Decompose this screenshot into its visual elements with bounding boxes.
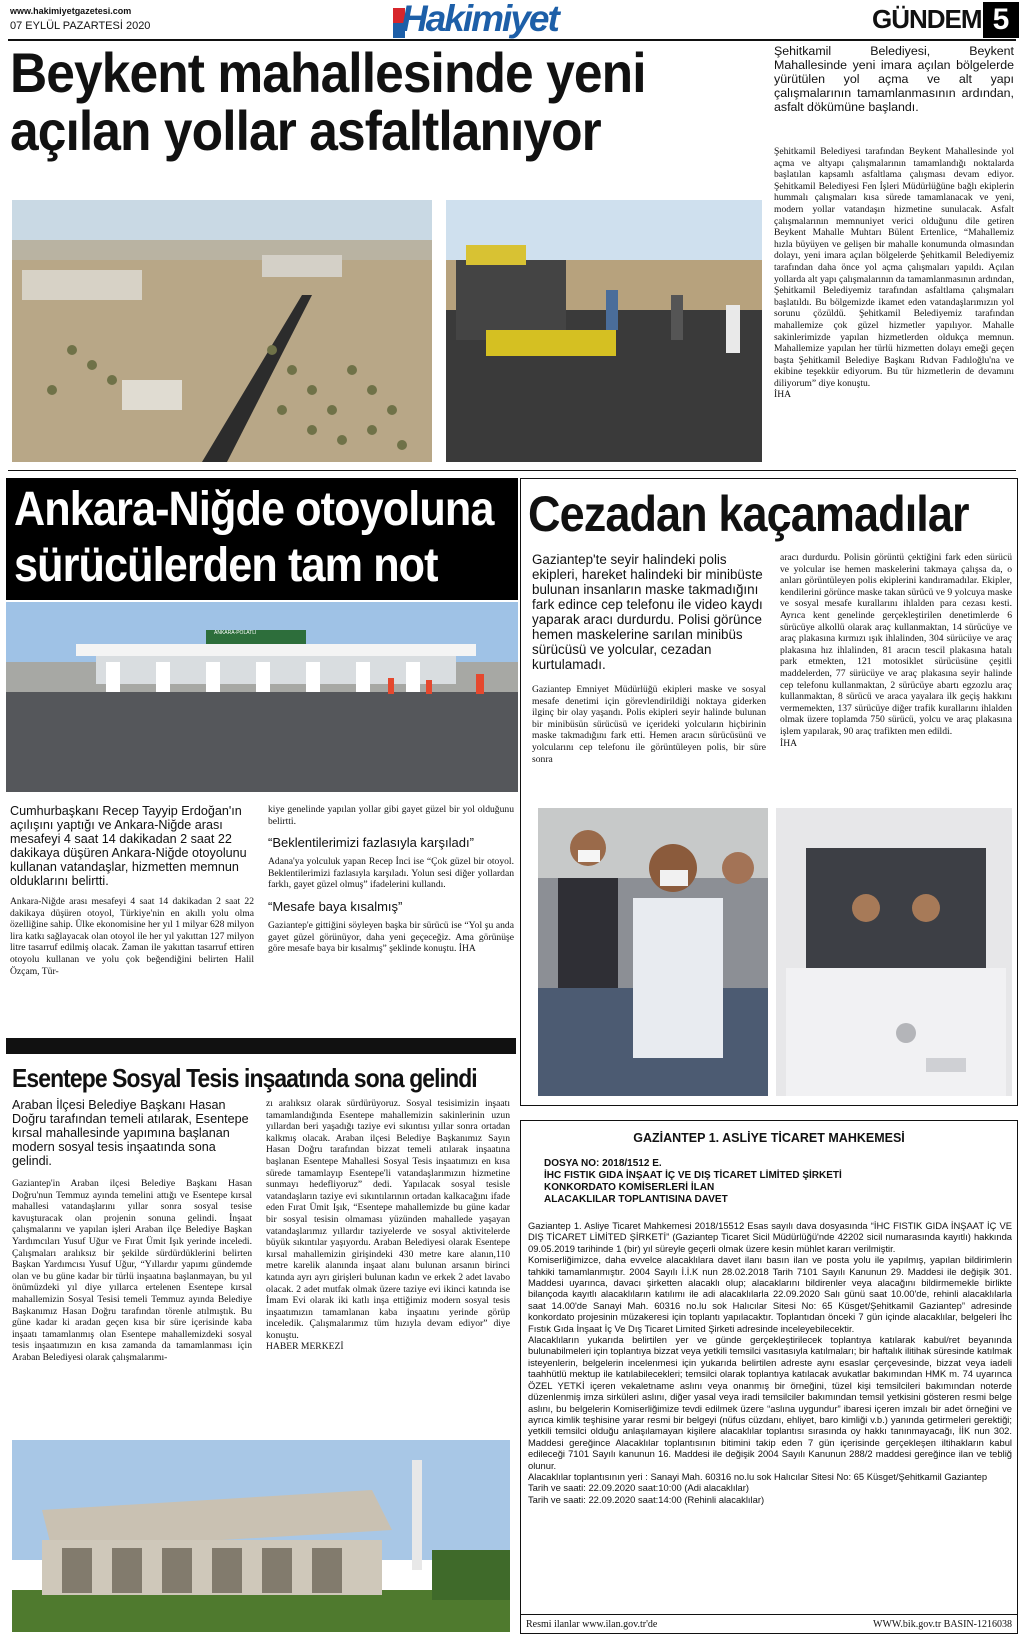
construction-site-photo bbox=[12, 1440, 510, 1632]
article3-lead: Gaziantep'te seyir halindeki polis ekipleri, hareket halindeki bir minibüste bulunan insanların maske takmadığını fark edince cep telefonu ile video kaydı yaparak aracı durdurdu. Polisi görünce hemen maskelerine sarılan minibüs sürücüsü ve yolcular, cezadan kurtulamadı. bbox=[532, 552, 763, 672]
notice-file-no: DOSYA NO: 2018/1512 E. bbox=[544, 1158, 662, 1169]
section-label: GÜNDEM bbox=[872, 4, 982, 34]
police-minibus-photo bbox=[776, 808, 1012, 1096]
article4-col1 bbox=[12, 1098, 252, 1438]
toll-sign-text: ANKARA-POLATLI bbox=[214, 630, 257, 636]
minibus-passengers-photo bbox=[538, 808, 768, 1096]
article3-body1: Gaziantep Emniyet Müdürlüğü ekipleri maske ve sosyal mesafe denetimi için görevlendirildiği noktaya giderken ilginç bir olay yaşandı. Polis ekipleri seyir halinde bulunan bir minibüsün sürücüsü ve içerideki yolcuların hiçbirinin maske takmadığını fark etti. Hemen aracın sürücüsünü ve yolcularını cep telefonu ile görüntüleyen polis, bir süre sonra bbox=[532, 684, 766, 765]
notice-header-block bbox=[544, 1158, 1004, 1206]
article2-body1: Ankara-Niğde arası mesafeyi 4 saat 14 dakikadan 2 saat 22 dakikaya düşüren otoyol, Türkiye'nin en akıllı yolu olma özelliğine sahip. Ülke ekonomisine her yıl 1 milyar 628 milyon lira katkı sağlayacak olan otoyol ile her yıl yakıttan 127 milyon litre tasarruf edilmiş olacak. Zaman ile yakıttan tasarruf ettiren otoyolu kullanan ve yolu çok beğendiğini belirten Halil Özçam, Tür- bbox=[10, 896, 254, 977]
article4-lead: Araban İlçesi Belediye Başkanı Hasan Doğru tarafından temeli atılarak, Esentepe kırsal mahallesinde yapımına başlanan modern sosyal tesis inşaatında sona gelindi. bbox=[12, 1098, 249, 1168]
article2-subhead1: “Beklentilerimizi fazlasıyla karşıladı” bbox=[268, 835, 474, 851]
article2-body2: kiye genelinde yapılan yollar gibi gayet güzel bir yol olduğunu belirtti. bbox=[268, 804, 514, 827]
article3-col1 bbox=[532, 552, 766, 798]
article3-headline: Cezadan kaçamadılar bbox=[528, 486, 969, 542]
masthead-logo[interactable] bbox=[393, 2, 583, 42]
notice-para1: Gaziantep 1. Asliye Ticaret Mahkemesi 2018/15512 Esas sayılı dava dosyasında “İHC FISTIK GIDA İNŞAAT İÇ VE DIŞ TİCARET LİMİTED ŞİRKETİ” (Gaziantep Ticaret Sicil Müdürlüğü'nde 42202 sicil numarasında kayıtlı) hakkında 09.05.2019 tarihinde 1 (bir) yıl süreyle geçerli olmak üzere kesin mühlet kararı verilmiştir. bbox=[528, 1220, 1012, 1254]
article4-col2 bbox=[266, 1098, 510, 1434]
notice-para3: Alacaklıların yukarıda belirtilen yer ve günde gerçekleştirilecek toplantıya katılarak kabul/ret beyanında bulunabilmeleri için toplantıya bizzat veya yetkili temsilci vasıtasıyla katılmaları; bir haftalık ilitihak süresinde katılmak isteyenlerin, belgelerin incelenmesi için yukarıda belirtilen adreste aynı esaslar çerçevesinde, bizzat veya iadeli taahhütlü mektup ile katılabilecekleri; temsilci olarak toplantıya katılacak avukatlar bakımından HMK m. 74 uyarınca ÖZEL YETKİ içeren vekaletname aslını veya onanmış bir örneğini, tüzel kişi temsilcileri bakımından noterde düzenlenmiş imza sirküleri aslını, diğer yasal veya iradi temsilciler bakımından temsil yetkisini gösteren resmi belge aslını, bu belgelerin Komiserliğimize tevdi edilmek üzere “aslına uygundur” ibaresi içeren imzalı bir adet örneğini ve ayrıca kimlik teşhisine yarar resmi bir belgeyi (nüfus cüzdanı, ehliyet, baro kimliği v.b.) yanında getirmeleri gerektiği; yetkili temsilci olduğu anlaşılamayan kişilere alacaklılar toplantısı sırasında oy hakkı tanınmayacağı, İİK nun 302. Maddesi gereğince Alacaklılar toplantısının bitimini takip eden 7 gün içerisinde gerçekleşen iltihakların kabul edileceği 7101 Sayılı kanunun 16. Maddesi ile değişik 2004 Sayılı Kanunun 288/2 maddesi gereğince ilan ve tebliğ olunur. bbox=[528, 1334, 1012, 1471]
toll-plaza-photo bbox=[6, 602, 518, 792]
article1-credit: İHA bbox=[774, 389, 792, 401]
article2-subhead2: “Mesafe baya kısalmış” bbox=[268, 898, 403, 914]
article2-col2 bbox=[268, 804, 514, 1026]
article2-col1 bbox=[10, 804, 254, 1026]
page-number: 5 bbox=[983, 2, 1019, 38]
issue-date: 07 EYLÜL PAZARTESİ 2020 bbox=[10, 20, 151, 32]
notice-company: İHC FISTIK GIDA İNŞAAT İÇ VE DIŞ TİCARET LİMİTED ŞİRKETİ bbox=[544, 1170, 842, 1181]
article1-headline bbox=[10, 41, 709, 162]
article4-top-rule bbox=[6, 1038, 516, 1054]
notice-footer-left[interactable]: Resmi ilanlar www.ilan.gov.tr'de bbox=[526, 1619, 658, 1630]
notice-para5: Tarih ve saati: 22.09.2020 saat:10:00 (Adi alacaklılar) bbox=[528, 1482, 749, 1494]
article2-body4: Gaziantep'e gittiğini söyleyen başka bir sürücü ise “Yol şu anda gayet güzel görünüyor, daha yeni geçeceğiz. Ama görünüşe göre mesafe baya bir kısalmış” şeklinde konuştu. İHA bbox=[268, 919, 514, 955]
article1-headline-line2: açılan yollar asfaltlanıyor bbox=[10, 99, 601, 162]
article1-lead: Şehitkamil Belediyesi, Beykent Mahallesinde yeni imara açılan bölgelerde yürütülen yol açma ve alt yapı çalışmalarının tamamlanmasının ardından, asfalt dökümüne başlandı. bbox=[774, 44, 1014, 114]
article2-body3: Adana'ya yolculuk yapan Recep İnci ise “Çok güzel bir otoyol. Beklentilerimizi fazlasıyla karşıladı. Yolun sesi diğer yollardan farklı, gayet güzel olmuş” ifadelerini kullandı. bbox=[268, 856, 514, 891]
article2-headline-line2: sürücülerden tam not bbox=[14, 539, 438, 592]
article3-body2: aracı durdurdu. Polisin görüntü çektiğini fark eden sürücü ve yolcular ise hemen maskelerini takmaya çalışsa da, o anları görüntüleyen polis ekiplerini kandıramadılar. Ekipler, kendilerini görünce maske takan sürücü ve 9 yolcuya maske ve sosyal mesafe kurallarını ihlalden para cezası kesti. Ayrıca kent genelinde gerçekleştirilen denetimlerde 6 sürücüye alkollü olarak araç kullanmaktan, 14 sürücüye ve araç plakasına kırmızı ışık ihlalinden, 304 sürücüye ve araç plakasına hız ihlalinden, 81 aracın tescil plakasına hatalı park etmekten, 121 motosiklet sürücüsüne çeşitli maddelerden, 77 sürücüye ve araç plakasına seyir halinde cep telefonu kullanmaktan, 2 sürücüye abartı egzozlu araç kullanmaktan, 8 sürücü ve araca yayalara ilk geçiş hakkını vermemekten, 137 sürücüye diğer trafik kurallarını ihlalden olmak üzere toplamda 750 sürücü, yolcu ve araç plakasına işlem yapılarak, 90 araç trafikten men edildi. bbox=[780, 552, 1012, 737]
article1-headline-line1: Beykent mahallesinde yeni bbox=[10, 41, 646, 104]
article2-headline-line1: Ankara-Niğde otoyoluna bbox=[14, 483, 494, 536]
article3-credit: İHA bbox=[780, 737, 798, 749]
article1-body-text: Şehitkamil Belediyesi tarafından Beykent Mahallesinde yol açma ve altyapı çalışmalarının tamamlandığı noktalarda başlatılan kapsamlı asfaltlama çalışması devam ediyor. Şehitkamil Belediyesi Fen İşleri Müdürlüğüne bağlı ekiplerin hummalı çalışmaları kısa sürede tamamlanacak ve yeni, modern yollar vatandaşın hizmetine sunulacak. Asfalt çalışmalarının memnuniyet verici olduğunu dile getiren Beykent Mahalle Muhtarı Bülent Ertenlice, “Mahallemiz hızla büyüyen ve gelişen bir mahalle konumunda olmasından dolayı, yeni imara açılan bölgelerde Şehitkamil Belediyemiz tarafından daha önce yol açma çalışmaları yapıldı. Açılan yollarda alt yapı çalışmalarının da tamamlanmasının ardından, Şehitkamil Belediyemiz tarafından asfaltlama çalışmaları başlatıldı. Bu bölgemizde ikamet eden vatandaşlarımızın yol sorunu çözüldü. Şehitkamil Belediyemiz tarafından mahallemize çok güzel hizmetler yapılıyor. Mahalle sakinlerimizde yapılan hizmetlerden oldukça memnun. Mahallemize yapılan her türlü hizmetten dolayı emeği geçen başta Şehitkamil Belediye Başkanı Rıdvan Fadıloğlu'na ve ekibine teşekkür ediyorum. Bu tür hizmetlerin de devamını diliyorum” diye konuştu. bbox=[774, 146, 1014, 389]
notice-body bbox=[528, 1220, 1012, 1608]
article4-body2: zı aralıksız olarak sürdürüyoruz. Sosyal tesisimizin inşaatı tamamlandığında Esentepe mahallemizin sakinlerinin uzun yıllardan beri yaşadığı taziye evi sıkıntısı yıllar sonra ortadan kalkmış olacak. Araban ilçesi Belediye Başkanımız Sayın Hasan Doğru tarafından bizzat temeli atılarak inşaatına başlanan Esentepe Mahallesi Sosyal Tesis inşaatımızı en kısa sürede tamamlayıp Esentepe'li vatandaşlarımızın hizmetine sunmayı hedefliyoruz” dedi. Yapılacak sosyal tesisle vatandaşların taziye evi sıkıntılarının ortadan kalkacağını ifade eden Fırat Ümit Işık, “Esentepe mahallemizde bu güne kadar bir sosyal tesisin olmaması yüzünden mahallede yaşayan vatandaşlarımız yıllardır taziyelerde ve sosyal aktivitelerde büyük sıkıntılar yaşıyordu. Araban Belediyesi olarak Esentepe kırsal mahallemizin girişindeki 430 metre kare alanın,110 metre karelik alanında inşaat alanı bulunan arsanın birinci katında ayrı ayrı girişleri bulunan kadın ve erkek 2 adet lavabo olacak. 2 adet mutfak olmak üzere taziye evi ikinci katında ise İmam Evi olarak iki katlı inşa ettiğimiz modern sosyal tesis inşaatımızın tamamlanan kaba inşaatını yerinde görüp inceledik. Çalışmalarımız tüm hızıyla devam ediyor” diye konuştu. bbox=[266, 1098, 510, 1341]
notice-para2: Komiserliğimizce, daha evvelce alacaklılara davet ilanı basın ilan ve posta yolu ile yapılmış, yapılan bildirimlerin tahkiki tamamlanmıştır. 2004 Sayılı İ.İ.K nun 28.02.2018 Tarih 7101 Sayılı Kanunun 29. Maddesi ile değişik 301. Maddesi uyarınca, davacı şirketten alacaklı olup; alacaklarını bildirenler veya alacağını bildirmemekle birlikte bilançoda kayıtlı alacaklıların katılımı ile adi alacaklılarla 22.09.2020 Salı günü saat 10.00'de, rehinli alacaklılarla saat 14.00'de Sanayi Mah. 60316 no.lu sok Halıcılar Sitesi No: 65 Küsget/Şehitkamil Gaziantep” adresinde konkordato projesinin müzakeresi için toplantı yapılacaktır. Toplantıdan önceki 7 gün içinde alacaklılar, belgeleri İhc Fıstık Gıda İnşaat İç Ve Dış Ticaret Limited Şirketi adresinde inceleyebilecektir. bbox=[528, 1254, 1012, 1334]
logo-text: Hakimiyet bbox=[401, 0, 558, 39]
notice-subtitle1: KONKORDATO KOMİSERLERİ İLAN bbox=[544, 1182, 715, 1193]
article1-body bbox=[774, 146, 1014, 464]
aerial-road-photo bbox=[12, 200, 432, 462]
notice-subtitle2: ALACAKLILAR TOPLANTISINA DAVET bbox=[544, 1194, 728, 1205]
notice-para6: Tarih ve saati: 22.09.2020 saat:14:00 (Rehinli alacaklılar) bbox=[528, 1493, 765, 1505]
article4-credit: HABER MERKEZİ bbox=[266, 1341, 344, 1353]
notice-footer-right[interactable]: WWW.bik.gov.tr BASIN-1216038 bbox=[873, 1619, 1012, 1630]
article4-headline: Esentepe Sosyal Tesis inşaatında sona gelindi bbox=[12, 1063, 477, 1093]
article2-headline bbox=[14, 482, 518, 594]
website-url[interactable]: www.hakimiyetgazetesi.com bbox=[10, 6, 132, 16]
article3-col2 bbox=[780, 552, 1012, 802]
notice-footer-rule bbox=[520, 1614, 1018, 1615]
notice-court-title: GAZİANTEP 1. ASLİYE TİCARET MAHKEMESİ bbox=[633, 1131, 905, 1145]
article4-body1: Gaziantep'in Araban ilçesi Belediye Başkanı Hasan Doğru'nun Temmuz ayında temelini attığı ve Esentepe kırsal mahallesi vatandaşlarını yıllar sonra sosyal tesise kavuşturacak olan projenin sonuna gelindi. İnşaat çalışmalarını ve yapılan işleri Araban ilçe Belediye Başkan Yardımcıları Yusuf Uğur ve Fırat Ümit Işık yerinde inceledi. Çalışmaları aralıksız bir şekilde sürdürdüklerini belirten Başkan Yardımcısı Yusuf Uğur, “Yıllardır yapımı gündemde olan ve bu güne kadar bir türlü inşaatına başlanmayan, bu yıl önümüzdeki yıl diye yıllarca ertelenen Esentepe kırsal mahallemizin Sosyal Tesisi temeli Temmuz ayında Belediye Başkanımız Hasan Doğru tarafından törenle atılmıştık. Bu güne kadar ki aradan geçen kısa bir süre içerisinde kaba inşaatı tamamlanmış olan Esentepe mahallemizdeki sosyal tesis inşaatımızın en kısa zamanda da tamamlanması için Araban Belediyesi olarak çalışmalarımı- bbox=[12, 1178, 252, 1363]
article2-lead: Cumhurbaşkanı Recep Tayyip Erdoğan'ın açılışını yaptığı ve Ankara-Niğde arası mesafeyi 4 saat 14 dakikadan 2 saat 22 dakikaya düşüren Ankara-Niğde otoyolunu kullanan vatandaşlar, hizmetten memnun olduklarını belirtti. bbox=[10, 804, 247, 888]
asphalt-work-photo bbox=[446, 200, 762, 462]
top-section-rule bbox=[8, 470, 1016, 471]
notice-para4: Alacaklılar toplantısının yeri : Sanayi Mah. 60316 no.lu sok Halıcılar Sitesi No: 65 Küsget/Şehitkamil Gaziantep bbox=[528, 1470, 988, 1482]
